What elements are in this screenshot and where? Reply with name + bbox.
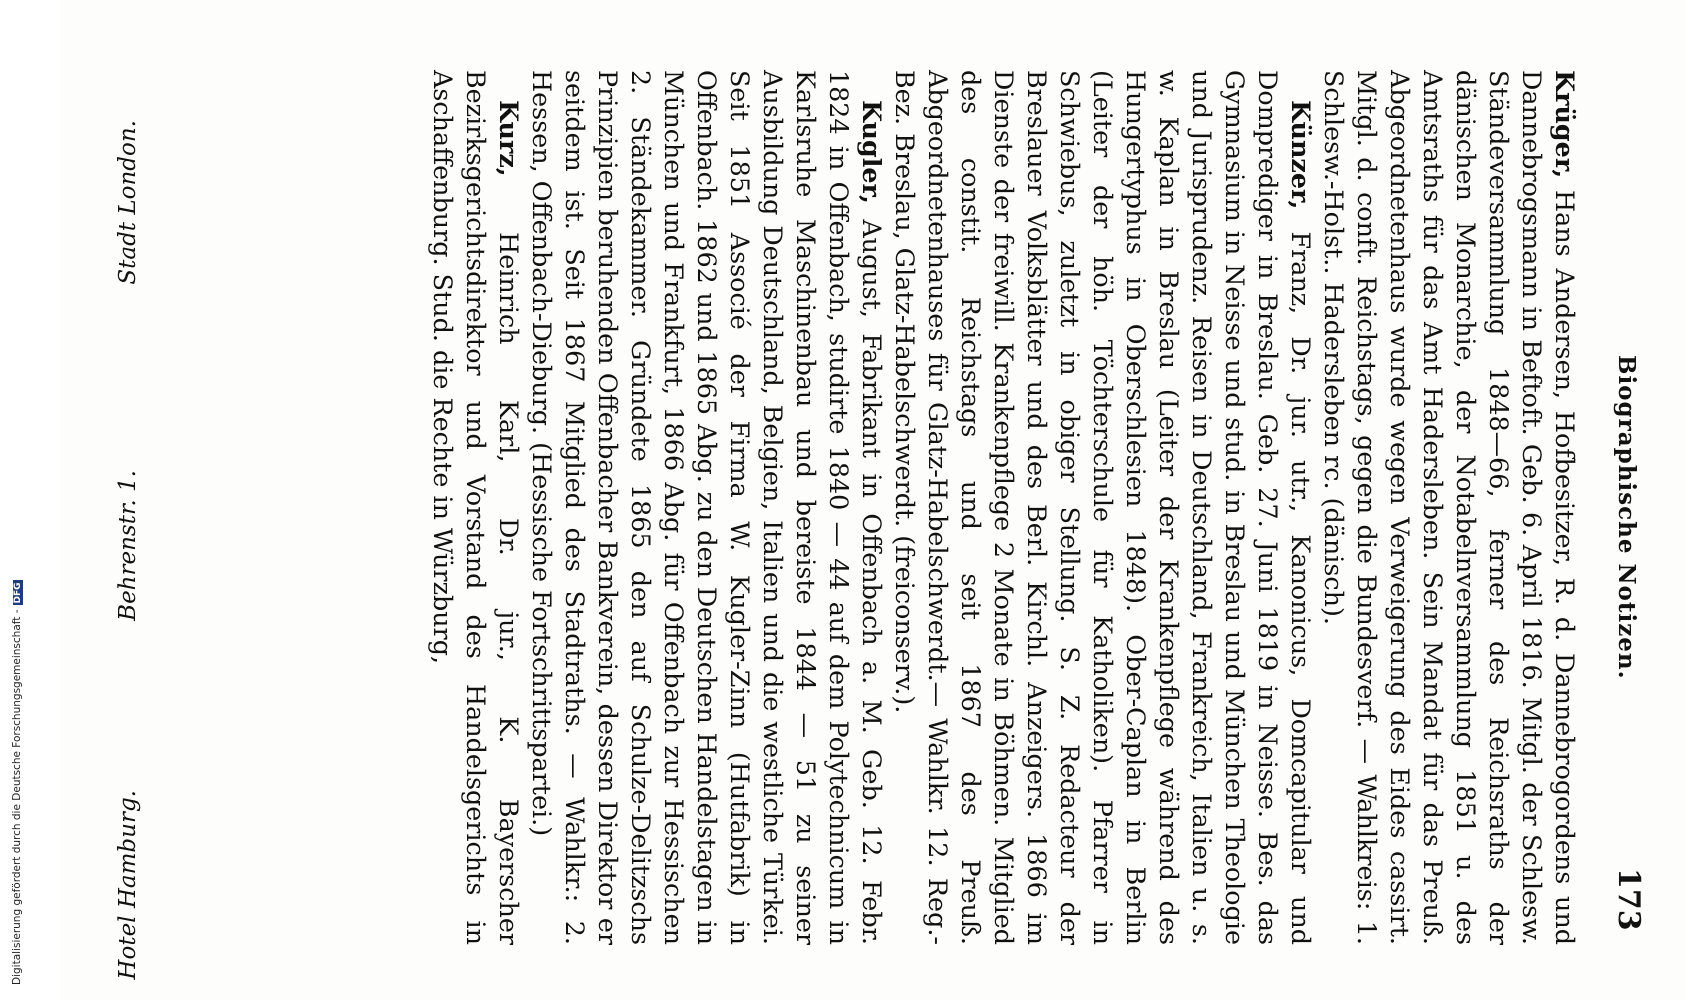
bleed-through-ads	[101, 0, 141, 1000]
entry-kurz	[426, 70, 525, 945]
ad-hotel-hamburg: Hotel Hamburg.	[115, 790, 141, 980]
entry-text: August, Fabrikant in Offenbach a. M. Geb. 12. Febr. 1824 in Offenbach, studirte 1840 — 44 auf dem Polytechnicum in Karlsruhe Maschinenbau und bereiste 1844 — 51 zu seiner Ausbildung Deutschland, Belgien, Italien und die westliche Türkei. Seit 1851 Associé der Firma W. Kugler-Zinn (Hutfabrik) in Offenbach. 1862 und 1865 Abg. zu den Deutschen Handelstagen in München und Frankfurt, 1866 Abg. für Offenbach zur Hessischen 2. Ständekammer. Gründete 1865 den auf Schulze-Delitzschs Prinzipien beruhenden Offenbacher Bankverein, dessen Direktor er seitdem ist. Seit 1867 Mitglied des Stadtraths. — Wahlkr.: 2. Hessen, Offenbach-Dieburg. (Hessische Fortschrittspartei.)	[527, 70, 887, 945]
sidebar-strip	[0, 0, 22, 1000]
digitization-credit	[11, 580, 23, 985]
entry-text: Hans Andersen, Hofbesitzer, R. d. Dannebrogordens und Dannebrogsmann in Beftoft. Geb. 6. April 1816. Mitgl. der Schlesw. Ständeversammlung 1848—66, ferner des Reichsraths der dänischen Monarchie, der Notabelnversammlung 1851 u. des Amtsraths für das Amt Hadersleben. Sein Mandat für das Preuß. Abgeordnetenhaus wurde wegen Verweigerung des Eides cassirt. Mitgl. d. conft. Reichstags, gegen die Bundesverf. — Wahlkreis: 1. Schlesw.-Holst.. Hadersleben rc. (dänisch).	[1319, 70, 1580, 945]
dfg-logo: DFG	[13, 582, 23, 604]
entry-name: Kurz,	[494, 100, 524, 177]
entry-text: Heinrich Karl, Dr. jur., K. Bayerscher Bezirksgerichtsdirektor und Vorstand des Handelsgerichts in Aschaffenburg. Stud. die Rechte in Würzburg,	[428, 70, 524, 945]
credit-text: Digitalisierung gefördert durch die Deutsche Forschungsgemeinschaft -	[11, 609, 23, 985]
page-header	[1600, 0, 1646, 1000]
entry-name: Künzer,	[1286, 100, 1316, 210]
entry-krueger	[1317, 70, 1581, 945]
biography-entries	[426, 70, 1581, 945]
ad-stadt-london: Stadt London.	[115, 120, 141, 285]
running-head: Biographische Notizen.	[1613, 355, 1640, 680]
entry-name: Kugler,	[857, 100, 887, 204]
page-number: 173	[1611, 868, 1646, 931]
rotated-page-content	[60, 0, 1686, 1000]
entry-name: Krüger,	[1550, 70, 1580, 179]
entry-text: Franz, Dr. jur. utr., Kanonicus, Domcapitular und Domprediger in Breslau. Geb. 27. Juni 1819 in Neisse. Bes. das Gymnasium in Neisse und stud. in Breslau und München Theologie und Jurisprudenz. Reisen in Deutschland, Frankreich, Italien u. s. w. Kaplan in Breslau (Leiter der Krankenpflege während des Hungertyphus in Oberschlesien 1848). Ober-Caplan in Berlin (Leiter der höh. Töchterschule für Katholiken). Pfarrer in Schwiebus, zuletzt in obiger Stellung. S. Z. Redacteur der Breslauer Volksblätter und des Berl. Kirchl. Anzeigers. 1866 im Dienste der freiwill. Krankenpflege 2 Monate in Böhmen. Mitglied des constit. Reichstags und seit 1867 des Preuß. Abgeordnetenhauses für Glatz-Habelschwerdt.— Wahlkr. 12. Reg.-Bez. Breslau, Glatz-Habelschwerdt. (freiconserv.).	[890, 70, 1316, 945]
scanned-page	[60, 0, 1686, 1000]
entry-kuenzer	[888, 70, 1317, 945]
ad-behrenstr: Behrenstr. 1.	[115, 470, 141, 621]
entry-kugler	[525, 70, 888, 945]
